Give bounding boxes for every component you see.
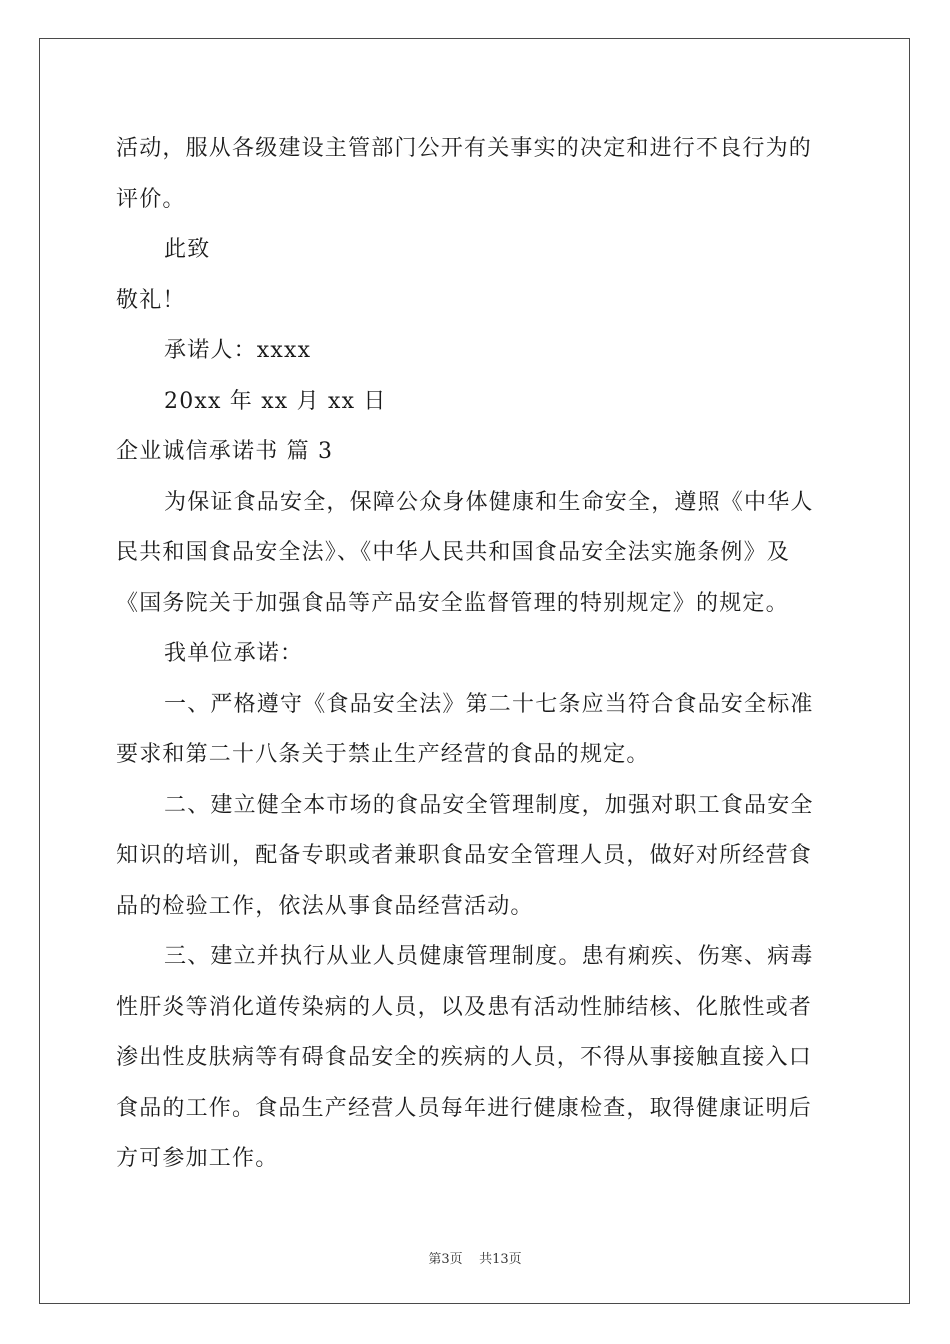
- text-line: 知识的培训，配备专职或者兼职食品安全管理人员，做好对所经营食: [116, 843, 813, 868]
- text-line: 活动，服从各级建设主管部门公开有关事实的决定和进行不良行为的: [116, 136, 813, 161]
- closing: 敬礼！: [116, 287, 186, 313]
- text-line: 民共和国食品安全法》、《中华人民共和国食品安全法实施条例》及: [116, 540, 791, 565]
- document-body: [116, 124, 836, 1185]
- text-line: 《国务院关于加强食品等产品安全监督管理的特别规定》的规定。: [116, 590, 789, 616]
- text-line: 一、严格遵守《食品安全法》第二十七条应当符合食品安全标准: [164, 691, 814, 717]
- text-line: 渗出性皮肤病等有碍食品安全的疾病的人员，不得从事接触直接入口: [116, 1045, 813, 1070]
- text-line: 要求和第二十八条关于禁止生产经营的食品的规定。: [116, 742, 650, 767]
- text-line: 评价。: [116, 186, 186, 212]
- signatory: 承诺人：xxxx: [164, 338, 312, 363]
- section-title: 企业诚信承诺书 篇 3: [116, 439, 334, 464]
- text-line: 方可参加工作。: [116, 1146, 279, 1171]
- text-line: 食品的工作。食品生产经营人员每年进行健康检查，取得健康证明后: [116, 1095, 813, 1121]
- text-line: 二、建立健全本市场的食品安全管理制度，加强对职工食品安全: [164, 792, 814, 818]
- text-line: 性肝炎等消化道传染病的人员，以及患有活动性肺结核、化脓性或者: [116, 994, 813, 1020]
- text-line: 三、建立并执行从业人员健康管理制度。患有痢疾、伤寒、病毒: [164, 944, 814, 969]
- salutation: 此致: [164, 237, 211, 262]
- text-line: 品的检验工作，依法从事食品经营活动。: [116, 893, 534, 919]
- text-line: 我单位承诺：: [164, 641, 304, 666]
- date: 20xx 年 xx 月 xx 日: [164, 388, 387, 414]
- text-line: 为保证食品安全，保障公众身体健康和生命安全，遵照《中华人: [164, 489, 814, 515]
- page-footer: 第3页 共13页: [428, 1252, 522, 1267]
